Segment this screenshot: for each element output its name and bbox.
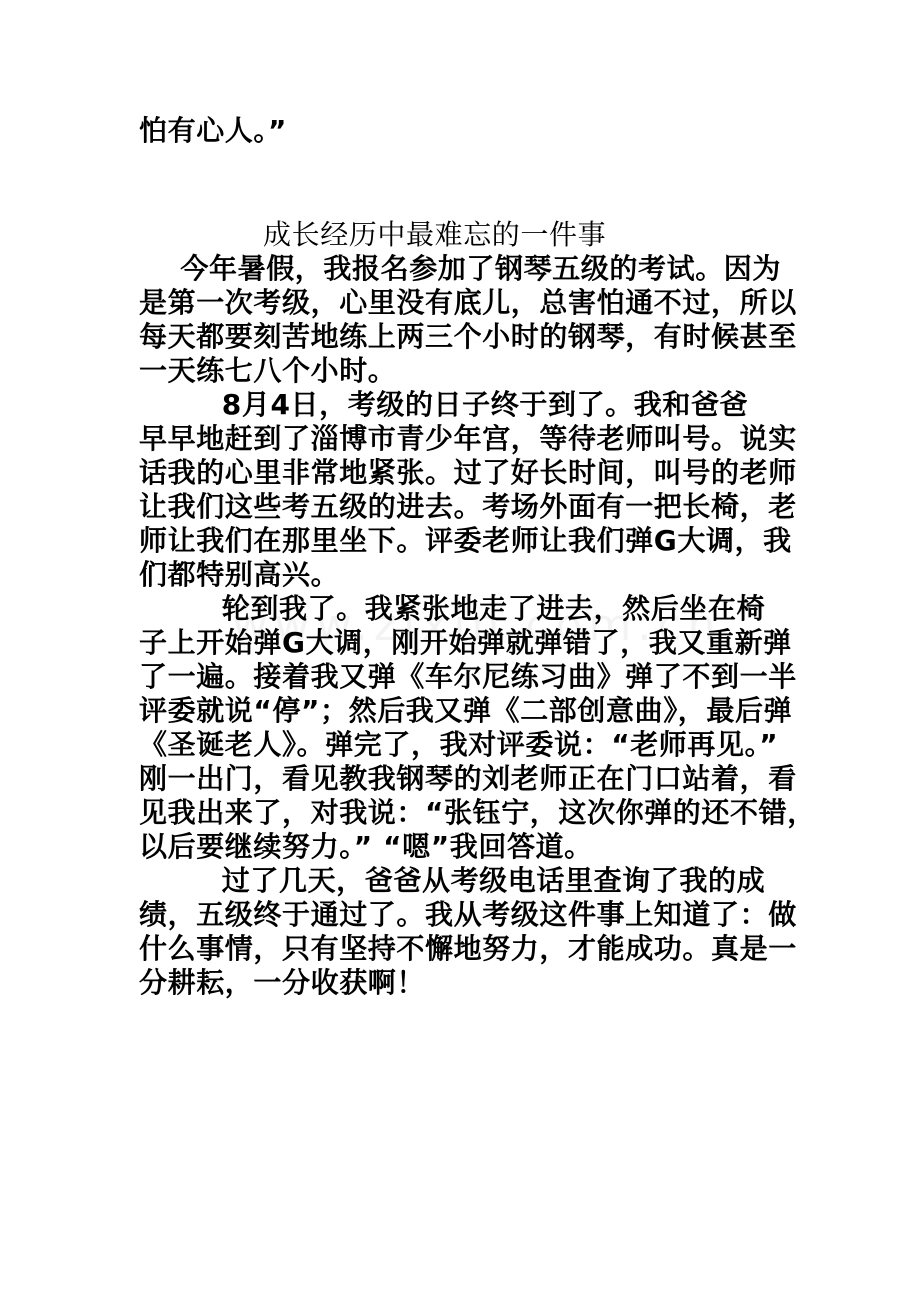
essay-line: 评委就说“停”；然后我又弹《二部创意曲》，最后弹: [139, 694, 793, 727]
essay-line: 什么事情，只有坚持不懈地努力，才能成功。真是一: [139, 932, 797, 965]
essay-line: 见我出来了，对我说：“张钰宁，这次你弹的还不错，: [139, 796, 816, 829]
essay-line: 以后要继续努力。” “嗯”我回答道。: [139, 830, 593, 863]
essay-line: 每天都要刻苦地练上两三个小时的钢琴，有时候甚至: [139, 320, 797, 353]
essay-line: 绩，五级终于通过了。我从考级这件事上知道了：做: [139, 898, 797, 931]
carryover-line: 怕有心人。”: [139, 114, 288, 147]
section-gap: [139, 148, 784, 218]
essay-line: 师让我们在那里坐下。评委老师让我们弹G大调，我: [139, 524, 792, 557]
essay-line: 让我们这些考五级的进去。考场外面有一把长椅，老: [139, 490, 797, 523]
essay-line: 话我的心里非常地紧张。过了好长时间，叫号的老师: [139, 456, 797, 489]
essay-line: 刚一出门，看见教我钢琴的刘老师正在门口站着，看: [139, 762, 797, 795]
essay-line: 过了几天，爸爸从考级电话里查询了我的成: [139, 864, 766, 897]
essay-line: 们都特别高兴。: [139, 558, 340, 591]
essay-line: 是第一次考级，心里没有底儿，总害怕通不过，所以: [139, 286, 797, 319]
essay-line: 了一遍。接着我又弹《车尔尼练习曲》弹了不到一半: [139, 660, 797, 693]
essay-title: 成长经历中最难忘的一件事: [263, 218, 607, 251]
essay-line: 轮到我了。我紧张地走了进去，然后坐在椅: [139, 592, 766, 625]
essay-lines: [139, 252, 816, 1000]
essay-body: [139, 114, 816, 1000]
essay-line: 子上开始弹G大调，刚开始弹就弹错了，我又重新弹: [139, 626, 792, 659]
essay-line: 今年暑假，我报名参加了钢琴五级的考试。因为: [139, 252, 781, 285]
essay-line: 《圣诞老人》。弹完了，我对评委说：“老师再见。”: [139, 728, 779, 761]
essay-line: 分耕耘，一分收获啊！: [139, 966, 426, 999]
essay-line: 一天练七八个小时。: [139, 354, 397, 387]
essay-line: 早早地赶到了淄博市青少年宫，等待老师叫号。说实: [139, 422, 797, 455]
essay-line: 8月4日，考级的日子终于到了。我和爸爸: [139, 388, 749, 421]
